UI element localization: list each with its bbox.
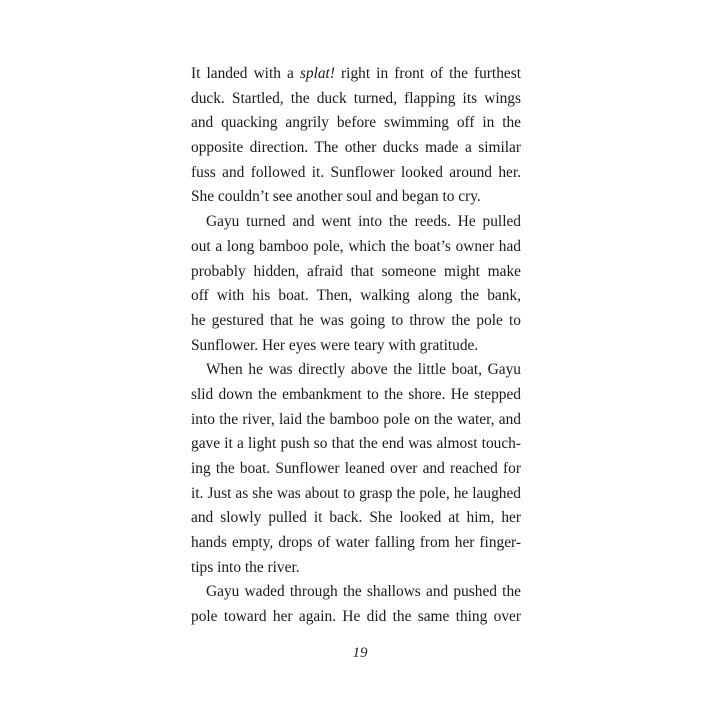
- text-line: out a long bamboo pole, which the boat’s owner had: [191, 237, 521, 255]
- text-line: Gayu turned and went into the reeds. He pulled: [206, 213, 521, 231]
- text-line: Sunflower. Her eyes were teary with gratitude.: [191, 336, 479, 354]
- text-line: When he was directly above the little boat, Gayu: [206, 361, 521, 379]
- text-line: slid down the embankment to the shore. He stepped: [191, 385, 521, 403]
- text-line: it. Just as she was about to grasp the pole, he laughed: [191, 484, 521, 502]
- text-line: She couldn’t see another soul and began to cry.: [191, 188, 481, 206]
- text-line: fuss and followed it. Sunflower looked around her.: [191, 163, 521, 181]
- text-line: into the river, laid the bamboo pole on the water, and: [191, 410, 521, 428]
- paragraph: [191, 62, 521, 210]
- emphasized-word: splat!: [299, 65, 335, 82]
- page-body: [191, 62, 521, 630]
- text-line: and quacking angrily before swimming off in the: [191, 114, 521, 132]
- text-line: tips into the river.: [191, 558, 300, 576]
- paragraph: [191, 210, 521, 358]
- text-line: hands empty, drops of water falling from her finger-: [191, 534, 521, 552]
- paragraph: [191, 580, 521, 629]
- text-line: pole toward her again. He did the same thing over: [191, 608, 521, 626]
- text-line: It landed with a splat! right in front of the furthest: [191, 65, 521, 82]
- text-line: Gayu waded through the shallows and pushed the: [206, 583, 521, 601]
- text-line: off with his boat. Then, walking along the bank,: [191, 287, 521, 305]
- text-line: probably hidden, afraid that someone might make: [191, 262, 521, 280]
- text-line: duck. Startled, the duck turned, flapping its wings: [191, 89, 521, 107]
- paragraph: [191, 358, 521, 580]
- text-line: ing the boat. Sunflower leaned over and reached for: [191, 460, 521, 477]
- page-number: 19: [352, 645, 368, 661]
- text-line: and slowly pulled it back. She looked at him, her: [191, 509, 521, 527]
- text-line: opposite direction. The other ducks made a similar: [191, 139, 521, 157]
- text-line: gave it a light push so that the end was almost touch-: [191, 435, 521, 453]
- text-line: he gestured that he was going to throw the pole to: [191, 311, 521, 329]
